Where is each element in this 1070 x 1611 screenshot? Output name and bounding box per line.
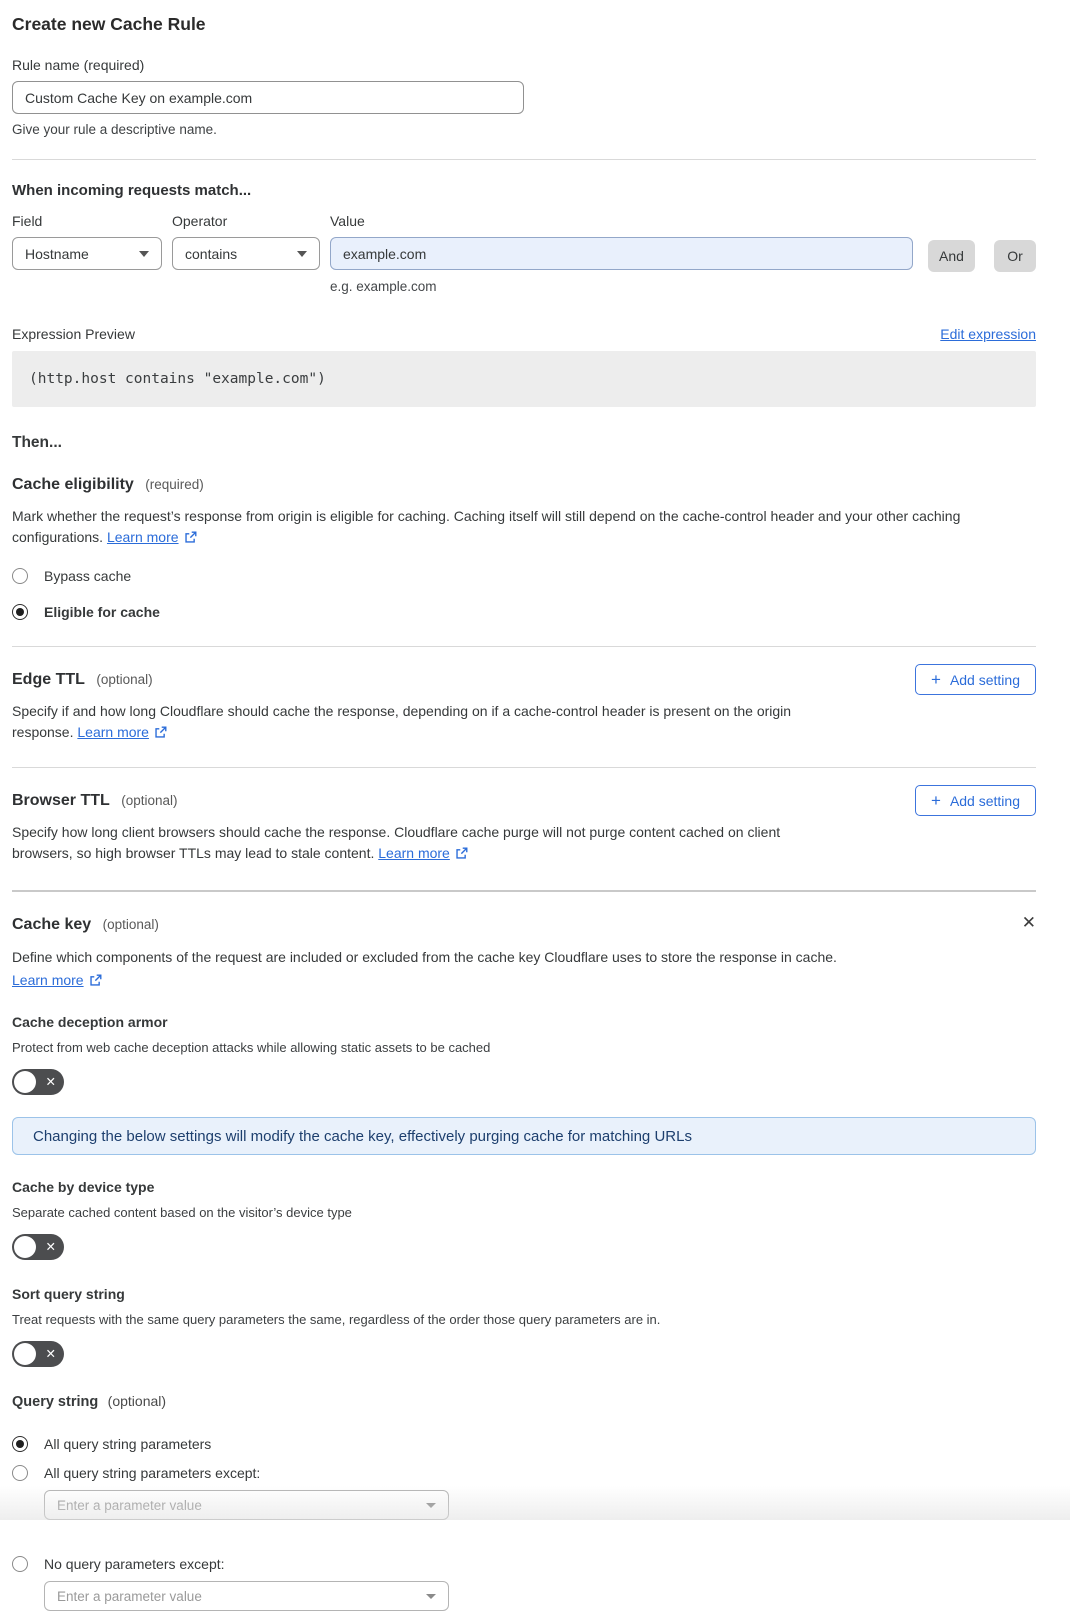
browser-ttl-description: [12, 822, 844, 864]
field-select-value: Hostname: [25, 245, 89, 262]
cache-eligibility-description: [12, 506, 1036, 548]
external-link-icon: [455, 847, 468, 860]
page-title: Create new Cache Rule: [12, 14, 206, 34]
cache-eligibility-title: Cache eligibility: [12, 476, 134, 493]
browser-ttl-learn-more-link[interactable]: [378, 843, 468, 864]
cache-key-section: [12, 892, 1036, 1611]
learn-more-label: Learn more: [12, 972, 84, 988]
value-column: [330, 213, 913, 294]
cache-by-device-type-toggle[interactable]: [12, 1234, 64, 1260]
radio-option-all-query-string-parameters[interactable]: [12, 1436, 1036, 1452]
edge-ttl-qualifier: (optional): [96, 672, 153, 687]
plus-icon: +: [931, 791, 941, 810]
toggle-knob: [14, 1236, 36, 1258]
rule-name-input[interactable]: [12, 81, 524, 114]
browser-ttl-qualifier: (optional): [121, 793, 178, 808]
add-setting-label: Add setting: [949, 792, 1020, 809]
add-setting-label: Add setting: [949, 671, 1020, 688]
rule-name-help: Give your rule a descriptive name.: [12, 122, 217, 137]
plus-icon: +: [931, 670, 941, 689]
operator-select[interactable]: [172, 237, 320, 270]
value-input[interactable]: [330, 237, 913, 270]
field-select[interactable]: [12, 237, 162, 270]
chevron-down-icon: [139, 251, 149, 257]
edge-ttl-section: [12, 647, 1036, 743]
browser-ttl-description-text: Specify how long client browsers should cache the response. Cloudflare cache purge will not purge content cached on client browsers, so high browser TTLs may lead to stale content.: [12, 824, 781, 861]
toggle-knob: [14, 1071, 36, 1093]
browser-ttl-add-setting-button[interactable]: [915, 785, 1036, 816]
cache-key-learn-more-link[interactable]: [12, 972, 102, 988]
edge-ttl-description: [12, 701, 844, 743]
learn-more-label: Learn more: [378, 845, 450, 861]
cache-key-title: Cache key: [12, 916, 92, 933]
query-string-heading: [12, 1393, 1036, 1411]
query-string-title: Query string: [12, 1394, 99, 1410]
expression-code-block: [12, 351, 1036, 407]
then-heading: Then...: [12, 434, 62, 451]
toggle-knob: [14, 1343, 36, 1365]
learn-more-label: Learn more: [106, 529, 179, 545]
cache-key-notice-banner: Changing the below settings will modify the cache key, effectively purging cache for matching URLs: [12, 1117, 1036, 1155]
expression-code: (http.host contains "example.com"): [29, 371, 326, 387]
cache-eligibility-learn-more-link[interactable]: [107, 527, 197, 548]
edge-ttl-description-text: Specify if and how long Cloudflare should cache the response, depending on if a cache-control header is present on the origin response.: [12, 703, 792, 740]
browser-ttl-heading: [12, 792, 1036, 810]
value-example-help: e.g. example.com: [330, 279, 437, 294]
radio-option-no-query-parameters-except[interactable]: [12, 1556, 1036, 1572]
operator-select-value: contains: [185, 245, 238, 262]
toggle-off-x-icon: ✕: [45, 1074, 56, 1089]
cache-by-device-type-description: Separate cached content based on the visitor’s device type: [12, 1205, 352, 1220]
browser-ttl-section: [12, 768, 1036, 864]
radio-label: All query string parameters: [44, 1436, 212, 1452]
cache-key-qualifier: (optional): [102, 917, 159, 932]
divider: [12, 159, 1036, 160]
match-condition-row: [12, 213, 1036, 294]
query-string-qualifier: (optional): [107, 1393, 167, 1409]
operator-label: Operator: [172, 213, 228, 229]
field-column: [12, 213, 162, 270]
radio-option-all-query-string-parameters-except[interactable]: [12, 1465, 1036, 1481]
sort-query-string-description: Treat requests with the same query parameters the same, regardless of the order those query parameters are in.: [12, 1312, 661, 1327]
toggle-off-x-icon: ✕: [45, 1239, 56, 1254]
external-link-icon: [89, 974, 102, 987]
toggle-off-x-icon: ✕: [45, 1346, 56, 1361]
radio-label: Eligible for cache: [44, 604, 160, 620]
match-heading: When incoming requests match...: [12, 182, 252, 199]
sort-query-string-toggle[interactable]: [12, 1341, 64, 1367]
radio-icon: [12, 1556, 28, 1572]
chevron-down-icon: [426, 1503, 436, 1508]
cache-deception-armor-toggle[interactable]: [12, 1069, 64, 1095]
expression-preview-row: [12, 326, 1036, 342]
cache-deception-armor-description: Protect from web cache deception attacks while allowing static assets to be cached: [12, 1040, 491, 1055]
rule-name-label: Rule name (required): [12, 57, 145, 73]
cache-eligibility-description-text: Mark whether the request’s response from origin is eligible for caching. Caching itself will still depend on the cache-control header and your other caching configurations.: [12, 508, 961, 545]
cache-key-description: Define which components of the request are included or excluded from the cache key Cloudflare uses to store the response in cache.: [12, 949, 837, 965]
radio-option-bypass-cache[interactable]: [12, 568, 1036, 584]
external-link-icon: [154, 726, 167, 739]
browser-ttl-title: Browser TTL: [12, 792, 110, 809]
operator-column: [172, 213, 320, 270]
learn-more-label: Learn more: [77, 724, 149, 740]
radio-icon: [12, 568, 28, 584]
edge-ttl-title: Edge TTL: [12, 671, 85, 688]
close-icon[interactable]: ✕: [1021, 913, 1036, 932]
radio-selected-icon: [12, 604, 28, 620]
edge-ttl-heading: [12, 671, 1036, 689]
radio-option-eligible-for-cache[interactable]: [12, 604, 1036, 620]
sort-query-string-title: Sort query string: [12, 1286, 125, 1302]
external-link-icon: [184, 531, 197, 544]
radio-selected-icon: [12, 1436, 28, 1452]
or-button[interactable]: Or: [994, 240, 1036, 272]
radio-label: All query string parameters except:: [44, 1465, 261, 1481]
field-label: Field: [12, 213, 43, 229]
radio-label: No query parameters except:: [44, 1556, 225, 1572]
chevron-down-icon: [297, 251, 307, 257]
all-except-parameter-combobox: [44, 1490, 449, 1520]
edge-ttl-learn-more-link[interactable]: [77, 722, 167, 743]
cache-key-heading: [12, 913, 1036, 934]
cache-by-device-type-title: Cache by device type: [12, 1179, 155, 1195]
no-query-except-parameter-input[interactable]: [44, 1581, 449, 1611]
expression-preview-label: Expression Preview: [12, 326, 135, 342]
radio-label: Bypass cache: [44, 568, 132, 584]
and-button[interactable]: And: [928, 240, 975, 272]
cache-eligibility-qualifier: (required): [145, 477, 204, 492]
cache-deception-armor-title: Cache deception armor: [12, 1014, 168, 1030]
radio-icon: [12, 1465, 28, 1481]
chevron-down-icon: [426, 1594, 436, 1599]
cache-eligibility-heading: [12, 476, 1036, 494]
all-except-parameter-input[interactable]: [44, 1490, 449, 1520]
edge-ttl-add-setting-button[interactable]: [915, 664, 1036, 695]
edit-expression-link[interactable]: Edit expression: [940, 326, 1036, 342]
no-query-except-parameter-combobox: [44, 1581, 449, 1611]
value-label: Value: [330, 213, 365, 229]
